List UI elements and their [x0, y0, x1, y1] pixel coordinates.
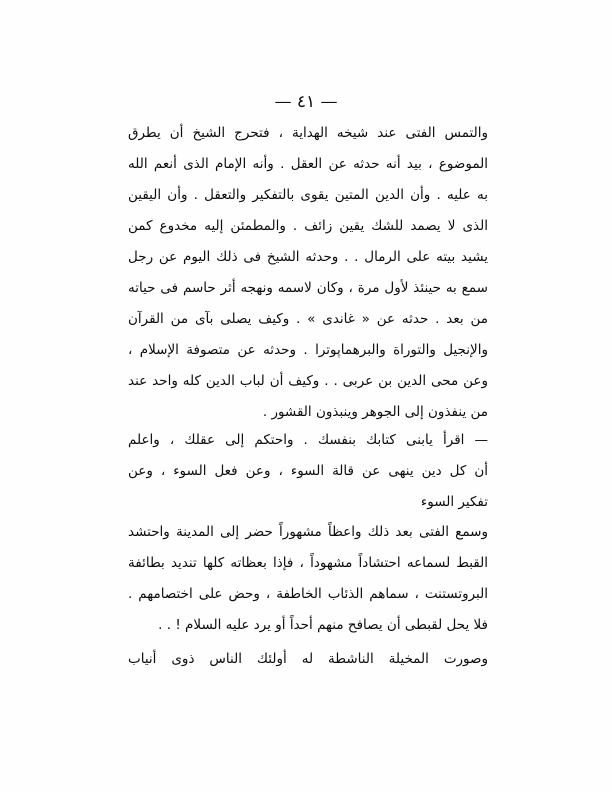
- text-line: أن كل دين ينهى عن قالة السوء ، وعن فعل السوء ، وعن: [128, 463, 488, 479]
- text-line: سمع به حينئذ لأول مرة ، وكان لاسمه ونهجه أثر حاسم فى حياته: [128, 280, 488, 296]
- text-line: الموضوع ، بيد أنه حدثه عن العقل . وأنه الإمام الذى أنعم الله: [128, 156, 488, 172]
- text-line: — اقرأ يابنى كتابك بنفسك . واحتكم إلى عقلك ، واعلم: [128, 432, 488, 448]
- text-line: والتمس الفتى عند شيخه الهداية ، فتحرج الشيخ أن يطرق: [128, 125, 488, 141]
- text-line: القبط لسماعه احتشاداً مشهوداً ، فإذا بعظاته كلها تنديد بطائفة: [128, 555, 488, 571]
- text-line: تفكير السوء: [420, 494, 488, 510]
- text-line: وسمع الفتى بعد ذلك واعظاً مشهوراً حضر إلى المدينة واحتشد: [128, 524, 488, 540]
- text-line: والإنجيل والتوراة والبرهماپوترا . وحدثه عن متصوفة الإسلام ،: [128, 342, 488, 358]
- paragraph-3: [128, 517, 488, 641]
- text-line: البروتستنت ، سماهم الذئاب الخاطفة ، وحض على اختصامهم .: [128, 586, 488, 602]
- text-line: من بعد . حدثه عن « غاندى » . وكيف يصلى بآى من القرآن: [128, 311, 488, 327]
- text-line: يشيد بيته على الرمال . . وحدثه الشيخ فى ذلك اليوم عن رجل: [128, 249, 488, 265]
- text-line: به عليه . وأن الدين المتين يقوى بالتفكير والتعقل . وأن اليقين: [128, 187, 488, 203]
- paragraph-1: [128, 118, 488, 428]
- text-line: وصورت المخيلة الناشطة له أولئك الناس ذوى أنياب: [128, 651, 488, 667]
- paragraph-2: [128, 425, 488, 518]
- text-line: فلا يحل لقبطى أن يصافح منهم أحداً أو يرد عليه السلام ! . .: [158, 617, 488, 633]
- text-line: من ينفذون إلى الجوهر وينبذون القشور .: [262, 404, 488, 420]
- paragraph-4: [128, 644, 488, 675]
- text-line: الذى لا يصمد للشك يقين زائف . والمطمئن إليه مخدوع كمن: [128, 218, 488, 234]
- page-number: — ٤١ —: [274, 92, 338, 112]
- text-line: وعن محى الدين بن عربى . . وكيف أن لباب الدين كله واحد عند: [128, 373, 488, 389]
